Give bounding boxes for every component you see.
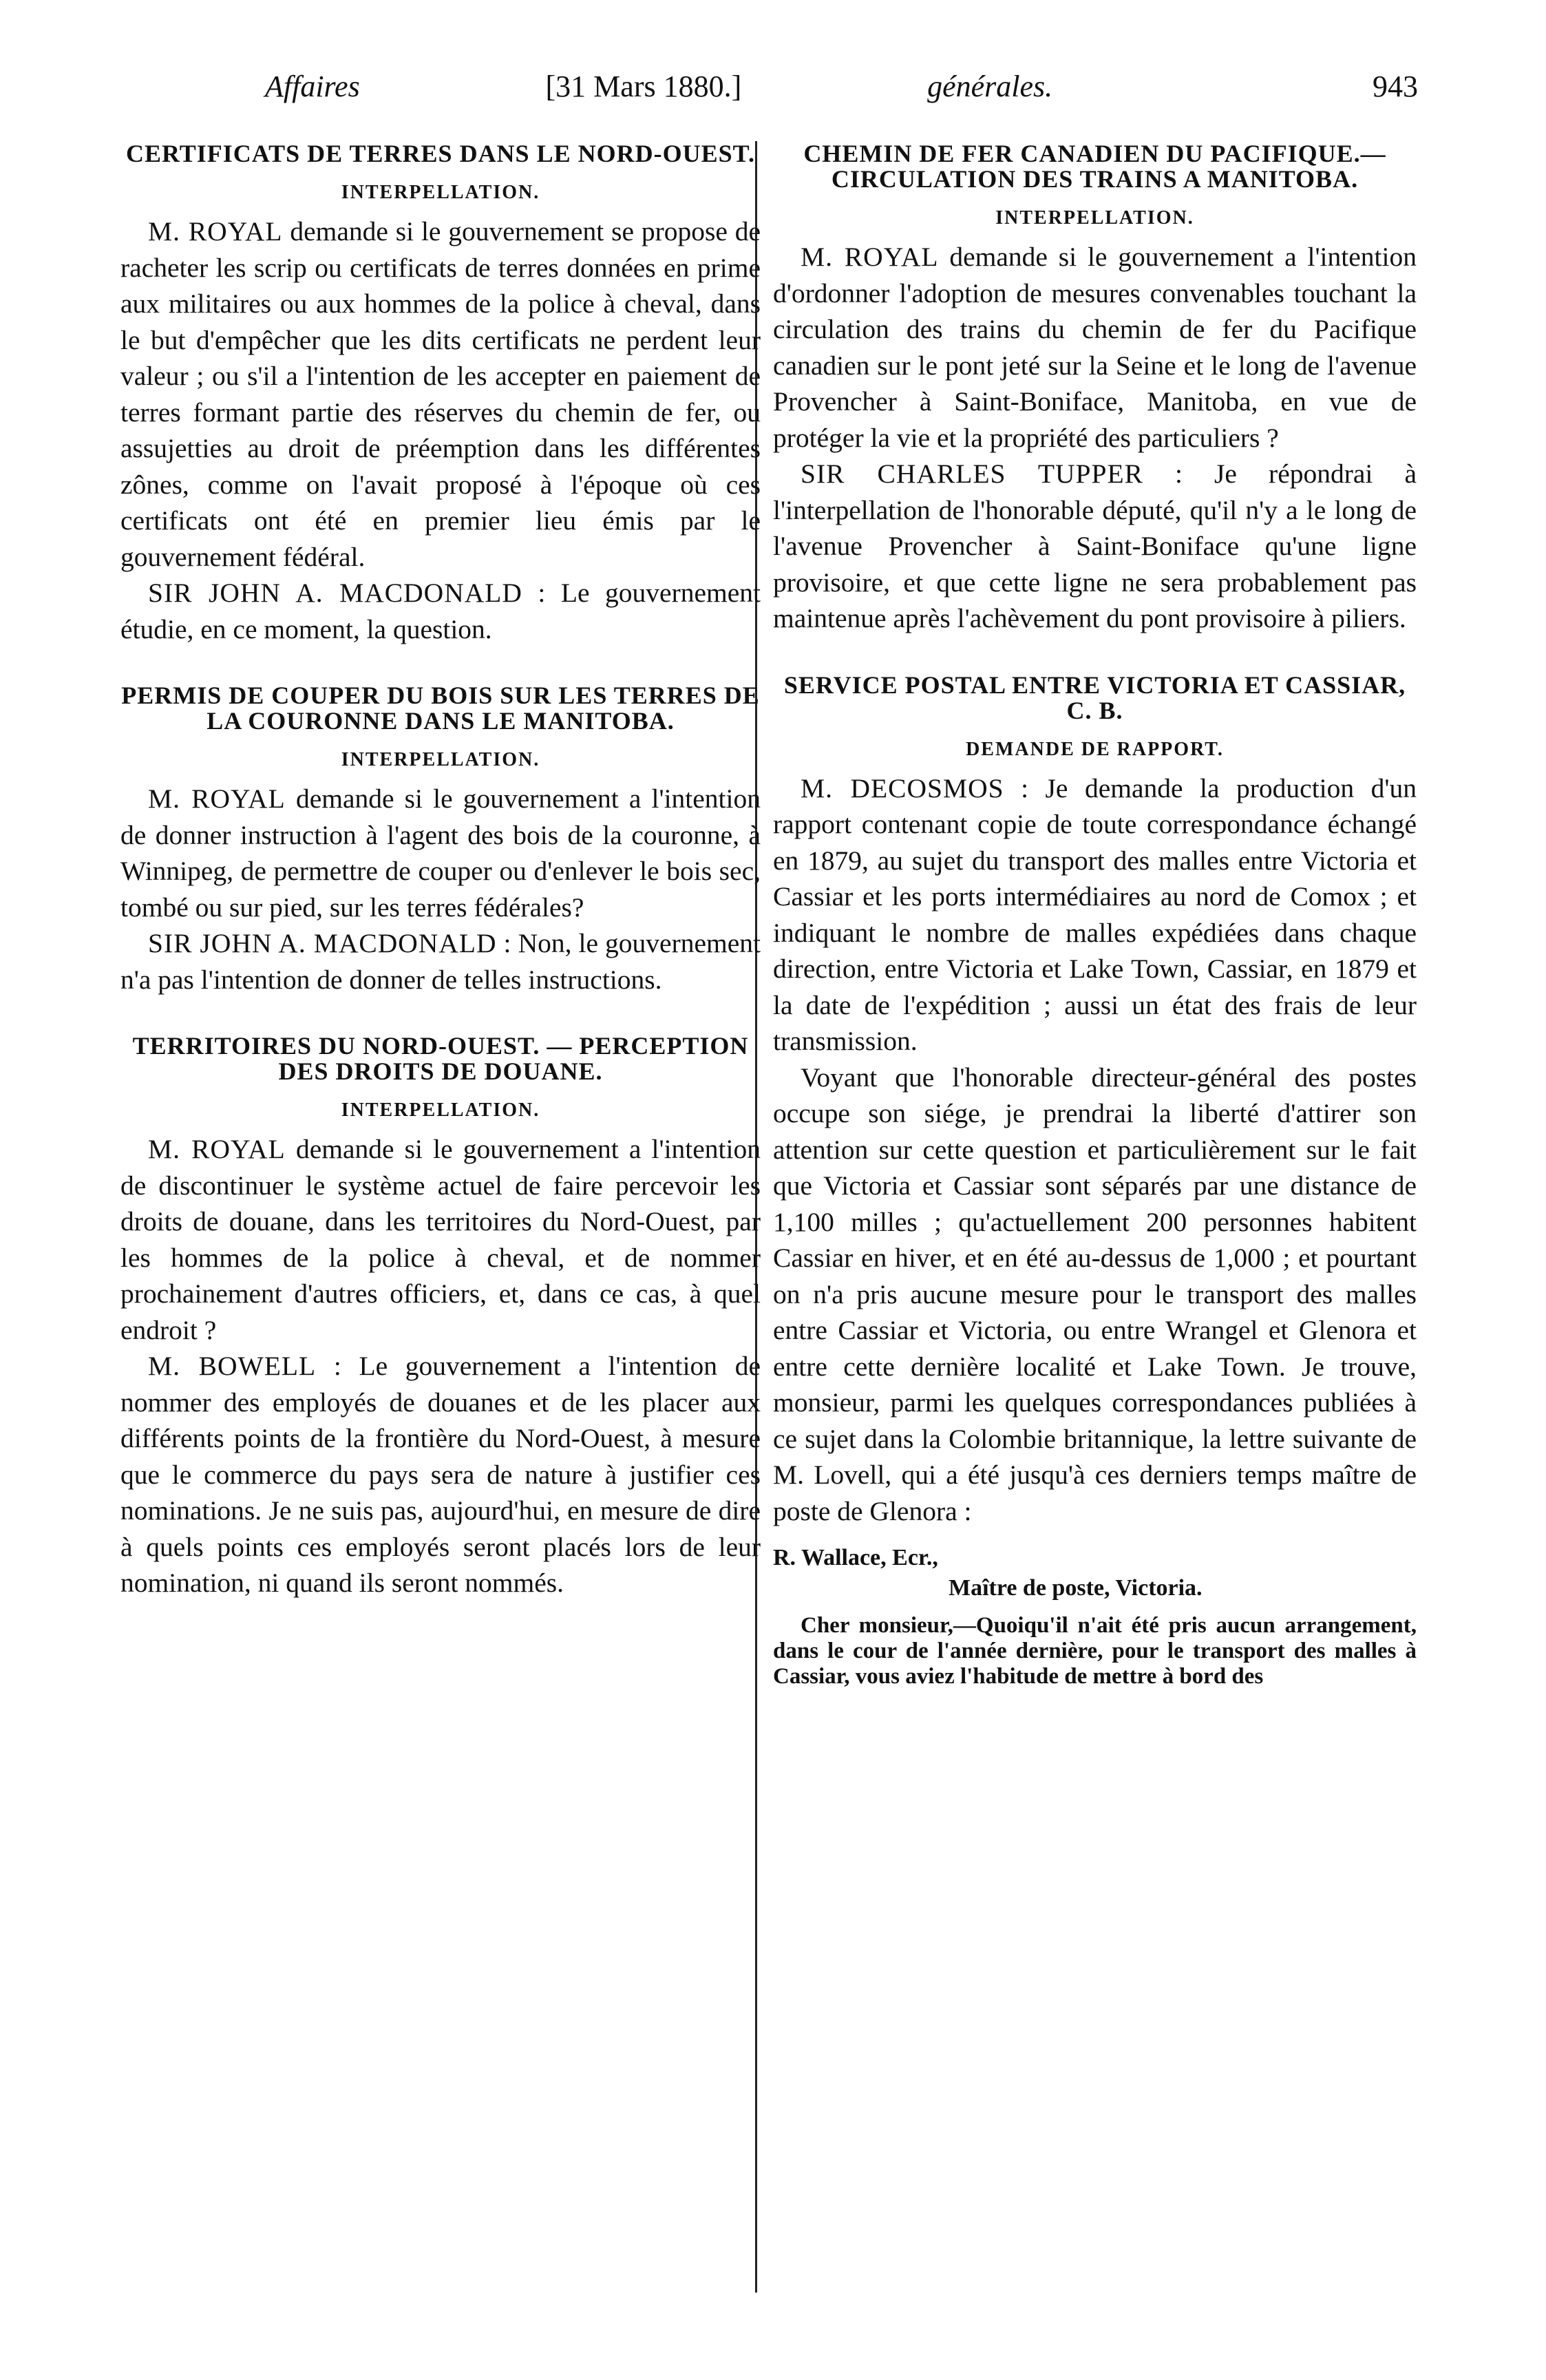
section-chemin-de-fer (773, 141, 1417, 637)
right-column (773, 141, 1417, 1725)
paragraph-text: : Le gouvernement a l'intention de nommer des employés de douanes et de les placer aux différents points de la frontière du Nord-Ouest, à mesure que le commerce du pays sera de nature à justifier ces nominations. Je ne suis pas, aujourd'hui, en mesure de dire à quels points ces employés seront placés lors de leur nomination, ni quand ils seront nommés. (120, 1351, 761, 1598)
speaker: SIR JOHN A. MACDONALD (148, 928, 497, 958)
speaker: M. BOWELL (148, 1351, 317, 1381)
section-subheading: INTERPELLATION. (995, 207, 1194, 229)
paragraph (120, 213, 761, 575)
speaker: SIR JOHN A. MACDONALD (148, 578, 522, 608)
paragraph (773, 456, 1417, 637)
header-right: générales. (927, 70, 1053, 103)
paragraph-text: : Je demande la production d'un rapport contenant copie de toute correspondance échangé en 1879, au sujet du transport des malles entre Victoria et Cassiar et les ports intermédiaires au nord de Comox ; et indiquant le nombre de malles expédiées dans chaque direction, entre Victoria et Lake Town, Cassiar, en 1879 et la date de l'expédition ; aussi un état des frais de leur transmission. (773, 772, 1417, 1056)
paragraph (120, 1131, 761, 1348)
speaker: M. ROYAL (148, 783, 286, 814)
speaker: SIR CHARLES TUPPER (801, 459, 1143, 489)
paragraph (120, 575, 761, 647)
section-subheading: INTERPELLATION. (341, 182, 540, 203)
paragraph (120, 925, 761, 998)
paragraph (773, 770, 1417, 1060)
left-column (120, 141, 761, 1637)
letter-title: Maître de poste, Victoria. (949, 1575, 1203, 1601)
paragraph-text: demande si le gouvernement a l'intention de discontinuer le système actuel de faire percevoir les droits de douane, dans les territoires du Nord-Ouest, par les hommes de la police à cheval, et de nommer prochainement d'autres officiers, et, dans ce cas, à quel endroit ? (120, 1134, 761, 1345)
paragraph (120, 1348, 761, 1601)
paragraph: Voyant que l'honorable directeur-général des postes occupe son siége, je prendrai la liberté d'attirer son attention sur cette question et particulièrement sur le fait que Victoria et Cassiar sont séparés par une distance de 1,100 milles ; qu'actuellement 200 personnes habitent Cassiar en hiver, et en été au-dessus de 1,000 ; et pourtant on n'a pris aucune mesure pour le transport des malles entre Cassiar et Victoria, ou entre Wrangel et Glenora et entre cette dernière localité et Lake Town. Je trouve, monsieur, parmi les quelques correspondances publiées à ce sujet dans la Colombie britannique, la lettre suivante de M. Lovell, qui a été jusqu'à ces derniers temps maître de poste de Glenora : (773, 1062, 1417, 1526)
speaker: M. ROYAL (801, 242, 939, 272)
page-number: 943 (1372, 70, 1418, 103)
paragraph-text: : Le gouvernement étudie, en ce moment, la question. (120, 578, 761, 644)
header-left: Affaires (265, 70, 360, 103)
section-subheading: DEMANDE DE RAPPORT. (966, 738, 1224, 760)
section-heading: PERMIS DE COUPER DU BOIS SUR LES TERRES DE LA COURONNE DANS LE MANITOBA. (121, 682, 760, 735)
paragraph-text: demande si le gouvernement a l'intention d'ordonner l'adoption de mesures convenables touchant la circulation des trains du chemin de fer du Pacifique canadien sur le pont jeté sur la Seine et le long de l'avenue Provencher à Saint-Boniface, Manitoba, en vue de protéger la vie et la propriété des particuliers ? (773, 242, 1417, 453)
section-subheading: INTERPELLATION. (341, 749, 540, 770)
paragraph-text: : Je répondrai à l'interpellation de l'honorable député, qu'il n'y a le long de l'avenue Provencher à Saint-Boniface qu'une ligne provisoire, et que cette ligne ne sera probablement pas maintenue après l'achèvement du pont provisoire à piliers. (773, 459, 1417, 633)
section-heading: CERTIFICATS DE TERRES DANS LE NORD-OUEST. (126, 140, 755, 167)
letter-body: Cher monsieur,—Quoiqu'il n'ait été pris aucun arrangement, dans le cour de l'année dernière, pour le transport des malles à Cassiar, vous aviez l'habitude de mettre à bord des (773, 1613, 1417, 1689)
section-service-postal (773, 673, 1417, 1690)
speaker: M. ROYAL (148, 1134, 286, 1164)
section-heading: SERVICE POSTAL ENTRE VICTORIA ET CASSIAR, C. B. (783, 671, 1406, 724)
paragraph-text: demande si le gouvernement se propose de racheter les scrip ou certificats de terres données en prime aux militaires ou aux hommes de la police à cheval, dans le but d'empêcher que les dits certificats ne perdent leur valeur ; ou s'il a l'intention de les accepter en paiement de terres formant partie des réserves du chemin de fer, ou assujetties au droit de préemption dans les différentes zônes, comme on l'avait proposé à l'époque où ces certificats ont été en premier lieu émis par le gouvernement fédéral. (120, 216, 761, 572)
speaker: M. DECOSMOS (801, 772, 1004, 803)
letter-addressee: R. Wallace, Ecr., (773, 1545, 938, 1570)
section-heading: CHEMIN DE FER CANADIEN DU PACIFIQUE.— CIRCULATION DES TRAINS A MANITOBA. (803, 140, 1386, 193)
section-certificats (120, 141, 761, 647)
header-date: [31 Mars 1880.] (545, 70, 742, 103)
section-territoires-douane (120, 1033, 761, 1601)
paragraph-text: demande si le gouvernement a l'intention de donner instruction à l'agent des bois de la couronne, à Winnipeg, de permettre de couper ou d'enlever le bois sec, tombé ou sur pied, sur les terres fédérales? (120, 783, 761, 923)
section-permis-bois (120, 683, 761, 998)
speaker: M. ROYAL (148, 216, 283, 246)
section-heading: TERRITOIRES DU NORD-OUEST. — PERCEPTION DES DROITS DE DOUANE. (132, 1032, 749, 1085)
paragraph (120, 781, 761, 925)
running-header (110, 69, 1418, 117)
paragraph (773, 239, 1417, 456)
section-subheading: INTERPELLATION. (341, 1099, 540, 1121)
paragraph-text: : Non, le gouvernement n'a pas l'intention de donner de telles instructions. (120, 928, 761, 995)
